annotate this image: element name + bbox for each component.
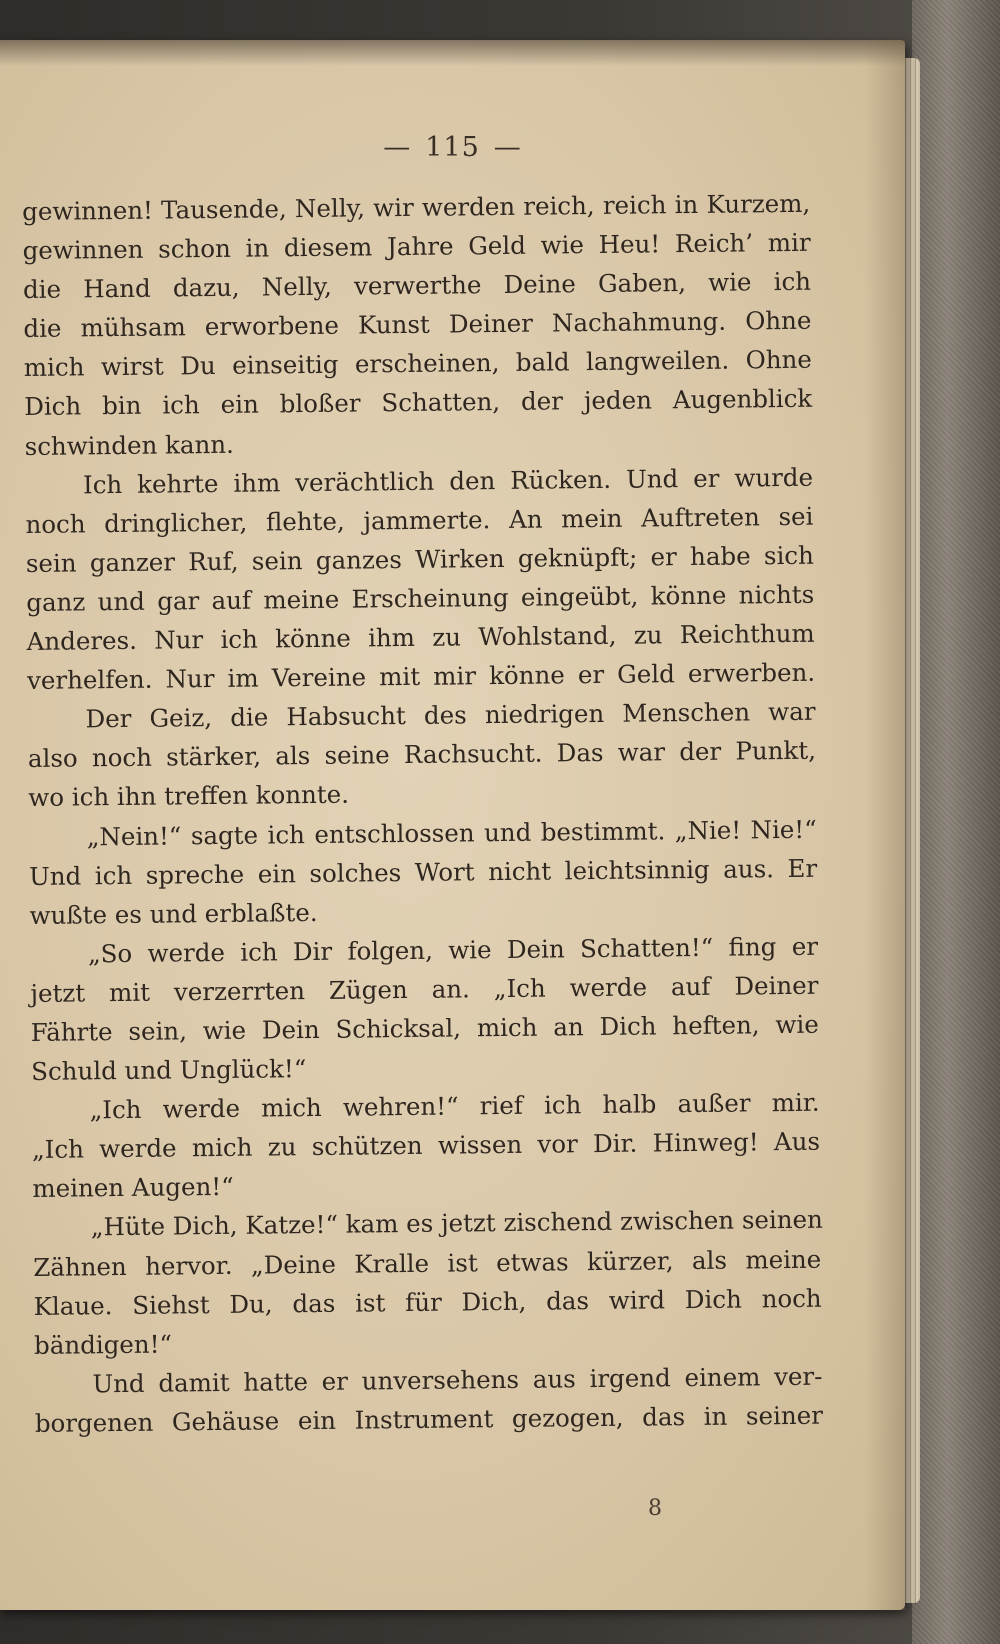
text-line: „Ich werde mich wehren!“ rief ich halb außer mir. xyxy=(89,1087,820,1125)
text-line: gewinnen schon in diesem Jahre Geld wie Heu! Reich’ mir xyxy=(22,227,811,266)
body-text xyxy=(22,184,823,1443)
text-line: Ich kehrte ihm verächtlich den Rücken. Und er wurde xyxy=(82,462,814,500)
text-line: Und ich spreche ein solches Wort nicht leichtsinnig aus. Er xyxy=(29,853,818,891)
signature-mark: 8 xyxy=(648,1496,662,1521)
text-line: die Hand dazu, Nelly, verwerthe Deine Gaben, wie ich xyxy=(22,266,812,305)
text-line: bändigen!“ xyxy=(33,1329,173,1360)
text-line: „Ich werde mich zu schützen wissen vor Dir. Hinweg! Aus xyxy=(31,1126,821,1165)
text-line: sein ganzer Ruf, sein ganzes Wirken geknüpft; er habe sich xyxy=(25,540,814,578)
text-line: „Nein!“ sagte ich entschlossen und bestimmt. „Nie! Nie!“ xyxy=(86,814,817,851)
text-line: meinen Augen!“ xyxy=(32,1172,234,1204)
text-line: schwinden kann. xyxy=(24,429,235,461)
header-dash-right: — xyxy=(493,132,522,163)
text-line: noch dringlicher, flehte, jammerte. An mein Auftreten sei xyxy=(25,501,814,539)
text-line: wo ich ihn treffen konnte. xyxy=(28,780,350,813)
page-number: 115 xyxy=(425,132,480,163)
text-line: wußte es und erblaßte. xyxy=(29,897,318,930)
text-line: „So werde ich Dir folgen, wie Dein Schatten!“ fing er xyxy=(87,931,819,969)
text-line: gewinnen! Tausende, Nelly, wir werden reich, reich in Kurzem, xyxy=(22,188,811,226)
text-line: ganz und gar auf meine Erscheinung eingeübt, könne nichts xyxy=(26,579,815,617)
text-line: Und damit hatte er unversehens aus irgend einem ver- xyxy=(92,1361,823,1399)
text-line: Dich bin ich ein bloßer Schatten, der jeden Augenblick xyxy=(24,384,813,422)
book-page xyxy=(0,40,905,1610)
text-line: Fährte sein, wie Dein Schicksal, mich an Dich heften, wie xyxy=(30,1009,819,1047)
text-line: Anderes. Nur ich könne ihm zu Wohlstand, zu Reichthum xyxy=(26,618,815,657)
header-dash-left: — xyxy=(383,132,412,163)
text-line: „Hüte Dich, Katze!“ kam es jetzt zischend zwischen seinen xyxy=(90,1205,824,1242)
text-line: borgenen Gehäuse ein Instrument gezogen, das in seiner xyxy=(34,1400,824,1438)
page-header xyxy=(0,132,905,163)
text-line: die mühsam erworbene Kunst Deiner Nachahmung. Ohne xyxy=(23,306,812,344)
text-line: Schuld und Unglück!“ xyxy=(31,1054,307,1087)
text-line: verhelfen. Nur im Vereine mit mir könne er Geld erwerben. xyxy=(26,657,816,696)
text-line: Der Geiz, die Habsucht des niedrigen Menschen war xyxy=(85,696,816,734)
text-line: also noch stärker, als seine Rachsucht. Das war der Punkt, xyxy=(27,736,817,774)
text-line: Klaue. Siehst Du, das ist für Dich, das wird Dich noch xyxy=(33,1283,822,1321)
book-cover-edge xyxy=(912,0,1000,1644)
text-line: mich wirst Du einseitig erscheinen, bald langweilen. Ohne xyxy=(23,345,812,383)
text-line: Zähnen hervor. „Deine Kralle ist etwas kürzer, als meine xyxy=(33,1244,822,1282)
text-line: jetzt mit verzerrten Zügen an. „Ich werde auf Deiner xyxy=(30,970,819,1008)
